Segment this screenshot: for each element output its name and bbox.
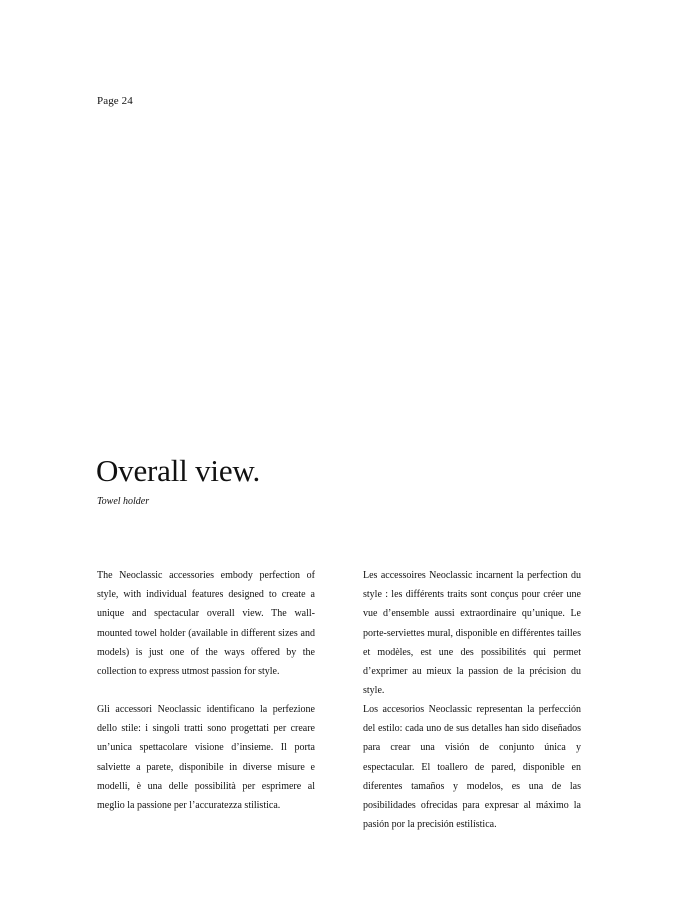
- paragraph-english: The Neoclassic accessories embody perfection of style, with individual features designed to create a unique and spectacular overall view. The wall-mounted towel holder (available in different sizes and models) is just one of the ways offered by the collection to express utmost passion for style.: [97, 570, 315, 678]
- page-number: Page 24: [97, 95, 133, 107]
- paragraph-french: Les accessoires Neoclassic incarnent la perfection du style : les différents traits sont conçus pour créer une vue d’ensemble aussi extraordinaire qu’unique. Le porte-serviettes mural, disponible en différentes tailles et modèles, est une des possibilités qui permet d’exprimer au mieux la passion de la précision du style.: [363, 570, 581, 697]
- page-title: Overall view.: [96, 453, 261, 488]
- paragraph-spanish: Los accesorios Neoclassic representan la perfección del estilo: cada uno de sus detalles han sido diseñados para crear una visión de conjunto única y espectacular. El toallero de pared, disponible en diferentes tamaños y modelos, es una de las posibilidades ofrecidas para expresar al máximo la pasión por la precisión estilística.: [363, 704, 581, 831]
- page-subtitle: Towel holder: [97, 496, 150, 507]
- paragraph-italian: Gli accessori Neoclassic identificano la perfezione dello stile: i singoli tratti sono progettati per creare un’unica spettacolare visione d’insieme. Il porta salviette a parete, disponibile in diverse misure e modelli, è una delle possibilità per esprimere al meglio la passione per l’accuratezza stilistica.: [97, 704, 315, 812]
